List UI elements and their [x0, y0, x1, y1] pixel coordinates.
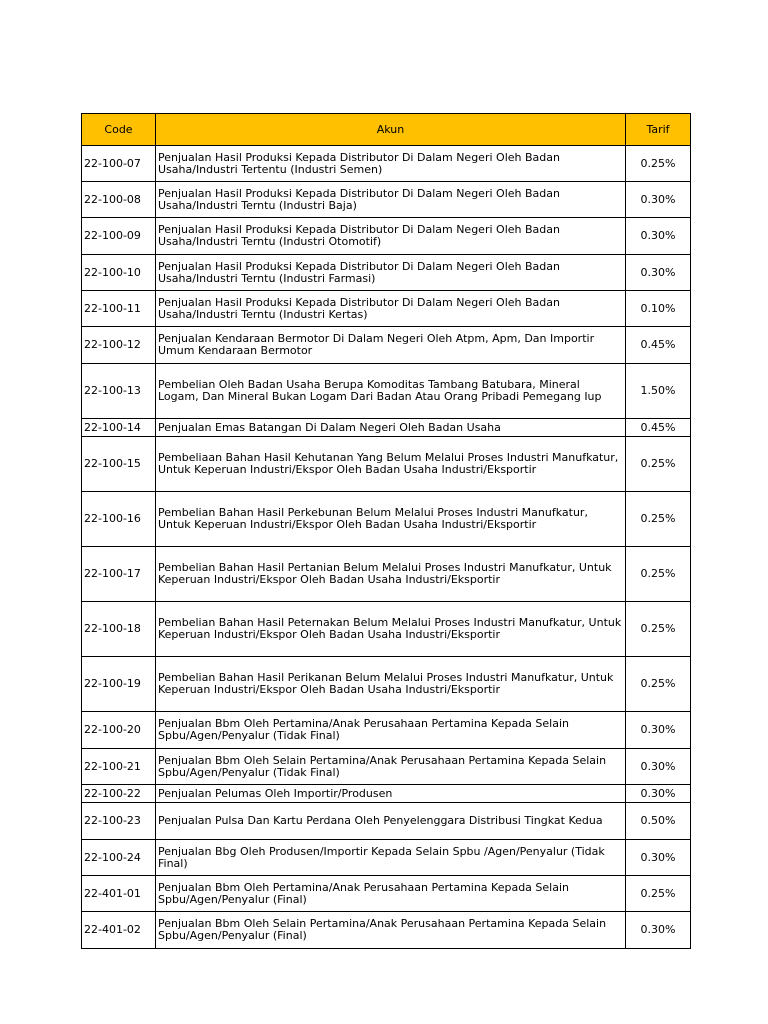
table-header-row	[82, 114, 691, 146]
cell-tarif: 1.50%	[626, 364, 691, 419]
cell-code: 22-100-11	[82, 291, 156, 327]
cell-code: 22-100-12	[82, 327, 156, 364]
cell-akun: Penjualan Hasil Produksi Kepada Distributor Di Dalam Negeri Oleh Badan Usaha/Industri Tertentu (Industri Semen)	[156, 146, 626, 182]
table-row	[82, 602, 691, 657]
table-row	[82, 876, 691, 912]
table-row	[82, 437, 691, 492]
cell-code: 22-100-23	[82, 803, 156, 840]
cell-tarif: 0.45%	[626, 327, 691, 364]
table-row	[82, 419, 691, 437]
cell-tarif: 0.25%	[626, 876, 691, 912]
cell-code: 22-100-24	[82, 840, 156, 876]
cell-tarif: 0.30%	[626, 912, 691, 949]
table-row	[82, 803, 691, 840]
cell-tarif: 0.30%	[626, 749, 691, 785]
cell-akun: Pembelian Bahan Hasil Pertanian Belum Melalui Proses Industri Manufkatur, Untuk Keperuan Industri/Ekspor Oleh Badan Usaha Industri/Eksportir	[156, 547, 626, 602]
cell-tarif: 0.25%	[626, 602, 691, 657]
cell-akun: Penjualan Bbm Oleh Selain Pertamina/Anak Perusahaan Pertamina Kepada Selain Spbu/Agen/Penyalur (Final)	[156, 912, 626, 949]
cell-akun: Penjualan Hasil Produksi Kepada Distributor Di Dalam Negeri Oleh Badan Usaha/Industri Terntu (Industri Otomotif)	[156, 218, 626, 255]
cell-akun: Pembelian Bahan Hasil Perkebunan Belum Melalui Proses Industri Manufkatur, Untuk Keperuan Industri/Ekspor Oleh Badan Usaha Industri/Eksportir	[156, 492, 626, 547]
table-row	[82, 657, 691, 712]
cell-akun: Penjualan Bbg Oleh Produsen/Importir Kepada Selain Spbu /Agen/Penyalur (Tidak Final)	[156, 840, 626, 876]
cell-tarif: 0.30%	[626, 840, 691, 876]
cell-code: 22-100-09	[82, 218, 156, 255]
cell-akun: Penjualan Bbm Oleh Selain Pertamina/Anak Perusahaan Pertamina Kepada Selain Spbu/Agen/Penyalur (Tidak Final)	[156, 749, 626, 785]
cell-akun: Penjualan Kendaraan Bermotor Di Dalam Negeri Oleh Atpm, Apm, Dan Importir Umum Kendaraan Bermotor	[156, 327, 626, 364]
table-row	[82, 255, 691, 291]
cell-code: 22-100-17	[82, 547, 156, 602]
cell-code: 22-401-01	[82, 876, 156, 912]
cell-tarif: 0.30%	[626, 255, 691, 291]
cell-code: 22-100-19	[82, 657, 156, 712]
table-row	[82, 146, 691, 182]
cell-akun: Penjualan Pelumas Oleh Importir/Produsen	[156, 785, 626, 803]
cell-tarif: 0.45%	[626, 419, 691, 437]
cell-akun: Penjualan Emas Batangan Di Dalam Negeri Oleh Badan Usaha	[156, 419, 626, 437]
cell-code: 22-100-14	[82, 419, 156, 437]
cell-code: 22-100-20	[82, 712, 156, 749]
header-code: Code	[82, 114, 156, 146]
cell-akun: Pembeliaan Bahan Hasil Kehutanan Yang Belum Melalui Proses Industri Manufkatur, Untuk Keperuan Industri/Ekspor Oleh Badan Usaha Industri/Eksportir	[156, 437, 626, 492]
table-row	[82, 785, 691, 803]
cell-akun: Pembelian Oleh Badan Usaha Berupa Komoditas Tambang Batubara, Mineral Logam, Dan Mineral Bukan Logam Dari Badan Atau Orang Pribadi Pemegang Iup	[156, 364, 626, 419]
table-row	[82, 547, 691, 602]
cell-tarif: 0.25%	[626, 657, 691, 712]
header-akun: Akun	[156, 114, 626, 146]
cell-tarif: 0.30%	[626, 182, 691, 218]
cell-code: 22-100-16	[82, 492, 156, 547]
cell-tarif: 0.30%	[626, 785, 691, 803]
cell-akun: Penjualan Bbm Oleh Pertamina/Anak Perusahaan Pertamina Kepada Selain Spbu/Agen/Penyalur (Tidak Final)	[156, 712, 626, 749]
table-row	[82, 749, 691, 785]
cell-code: 22-100-08	[82, 182, 156, 218]
table-row	[82, 218, 691, 255]
cell-code: 22-100-13	[82, 364, 156, 419]
header-tarif: Tarif	[626, 114, 691, 146]
table-row	[82, 912, 691, 949]
cell-code: 22-100-15	[82, 437, 156, 492]
table-row	[82, 840, 691, 876]
table-row	[82, 364, 691, 419]
table-row	[82, 712, 691, 749]
cell-akun: Pembelian Bahan Hasil Perikanan Belum Melalui Proses Industri Manufkatur, Untuk Keperuan Industri/Ekspor Oleh Badan Usaha Industri/Eksportir	[156, 657, 626, 712]
cell-code: 22-100-18	[82, 602, 156, 657]
cell-akun: Penjualan Pulsa Dan Kartu Perdana Oleh Penyelenggara Distribusi Tingkat Kedua	[156, 803, 626, 840]
cell-tarif: 0.25%	[626, 492, 691, 547]
cell-code: 22-100-07	[82, 146, 156, 182]
cell-tarif: 0.30%	[626, 218, 691, 255]
cell-tarif: 0.10%	[626, 291, 691, 327]
table-row	[82, 182, 691, 218]
cell-tarif: 0.25%	[626, 146, 691, 182]
cell-akun: Penjualan Hasil Produksi Kepada Distributor Di Dalam Negeri Oleh Badan Usaha/Industri Terntu (Industri Kertas)	[156, 291, 626, 327]
cell-akun: Penjualan Hasil Produksi Kepada Distributor Di Dalam Negeri Oleh Badan Usaha/Industri Terntu (Industri Farmasi)	[156, 255, 626, 291]
cell-tarif: 0.50%	[626, 803, 691, 840]
cell-code: 22-100-22	[82, 785, 156, 803]
cell-tarif: 0.25%	[626, 547, 691, 602]
table-row	[82, 492, 691, 547]
table-row	[82, 291, 691, 327]
cell-tarif: 0.25%	[626, 437, 691, 492]
cell-code: 22-100-21	[82, 749, 156, 785]
cell-akun: Pembelian Bahan Hasil Peternakan Belum Melalui Proses Industri Manufkatur, Untuk Keperuan Industri/Ekspor Oleh Badan Usaha Industri/Eksportir	[156, 602, 626, 657]
table-row	[82, 327, 691, 364]
cell-akun: Penjualan Bbm Oleh Pertamina/Anak Perusahaan Pertamina Kepada Selain Spbu/Agen/Penyalur (Final)	[156, 876, 626, 912]
cell-tarif: 0.30%	[626, 712, 691, 749]
cell-code: 22-401-02	[82, 912, 156, 949]
tariff-table	[81, 113, 691, 949]
cell-code: 22-100-10	[82, 255, 156, 291]
cell-akun: Penjualan Hasil Produksi Kepada Distributor Di Dalam Negeri Oleh Badan Usaha/Industri Terntu (Industri Baja)	[156, 182, 626, 218]
